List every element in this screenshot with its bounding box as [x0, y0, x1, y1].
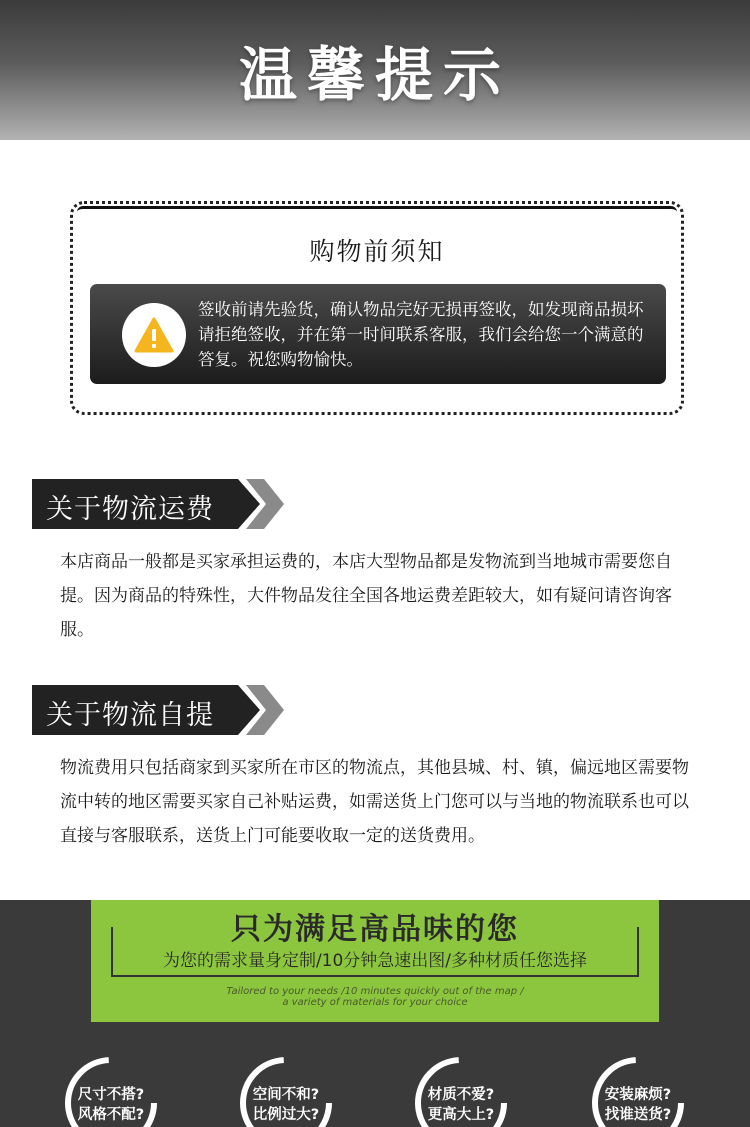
feature-line1: 空间不和?	[252, 1087, 320, 1103]
warning-badge	[122, 303, 186, 367]
feature-circle-space	[238, 1055, 334, 1127]
warning-icon	[134, 317, 174, 353]
feature-circle-size	[63, 1055, 159, 1127]
section-heading-self-pickup	[32, 685, 284, 735]
feature-circle-material	[413, 1055, 509, 1127]
section-heading-shipping-fee	[32, 479, 284, 529]
promo-title: 只为满足高品味的您	[231, 912, 519, 947]
promo-subtitle: 为您的需求量身定制/10分钟急速出图/多种材质任您选择	[162, 951, 588, 971]
feature-circle-installation	[590, 1055, 686, 1127]
notice-message-box	[90, 284, 666, 384]
feature-line2: 找谁送货?	[604, 1107, 672, 1123]
feature-line2: 更高大上?	[427, 1107, 495, 1123]
feature-circle-label	[590, 1085, 686, 1125]
promo-english-line1: Tailored to your needs /10 minutes quickly out of the map /	[226, 986, 524, 997]
page-title: 温馨提示	[238, 41, 511, 109]
notice-title: 购物前须知	[309, 237, 445, 266]
page-header	[0, 0, 750, 140]
feature-line2: 比例过大?	[252, 1107, 320, 1123]
promo-green-panel	[91, 900, 659, 1022]
section-heading-label: 关于物流运费	[46, 494, 214, 525]
feature-circle-label	[63, 1085, 159, 1125]
feature-circle-label	[413, 1085, 509, 1125]
feature-line1: 材质不爱?	[427, 1087, 495, 1103]
feature-line1: 安装麻烦?	[604, 1087, 672, 1103]
section-text-self-pickup: 物流费用只包括商家到买家所在市区的物流点，其他县城、村、镇，偏远地区需要物流中转的地区需要买家自己补贴运费，如需送货上门您可以与当地的物流联系也可以直接与客服联系，送货上门可能要收取一定的送货费用。	[60, 758, 689, 846]
section-text-shipping-fee: 本店商品一般都是买家承担运费的，本店大型物品都是发物流到当地城市需要您自提。因为商品的特殊性，大件物品发往全国各地运费差距较大，如有疑问请咨询客服。	[60, 552, 672, 640]
feature-line2: 风格不配?	[77, 1107, 145, 1123]
promo-banner	[0, 900, 750, 1127]
feature-circle-label	[238, 1085, 334, 1125]
feature-line1: 尺寸不搭?	[77, 1087, 145, 1103]
promo-english-text	[91, 986, 659, 1008]
notice-frame-top	[77, 206, 677, 212]
notice-text: 签收前请先验货，确认物品完好无损再签收，如发现商品损坏请拒绝签收，并在第一时间联系客服，我们会给您一个满意的答复。祝您购物愉快。	[198, 300, 644, 369]
promo-english-line2: a variety of materials for your choice	[282, 997, 468, 1008]
section-heading-label: 关于物流自提	[46, 700, 214, 731]
notice-card	[70, 201, 684, 415]
